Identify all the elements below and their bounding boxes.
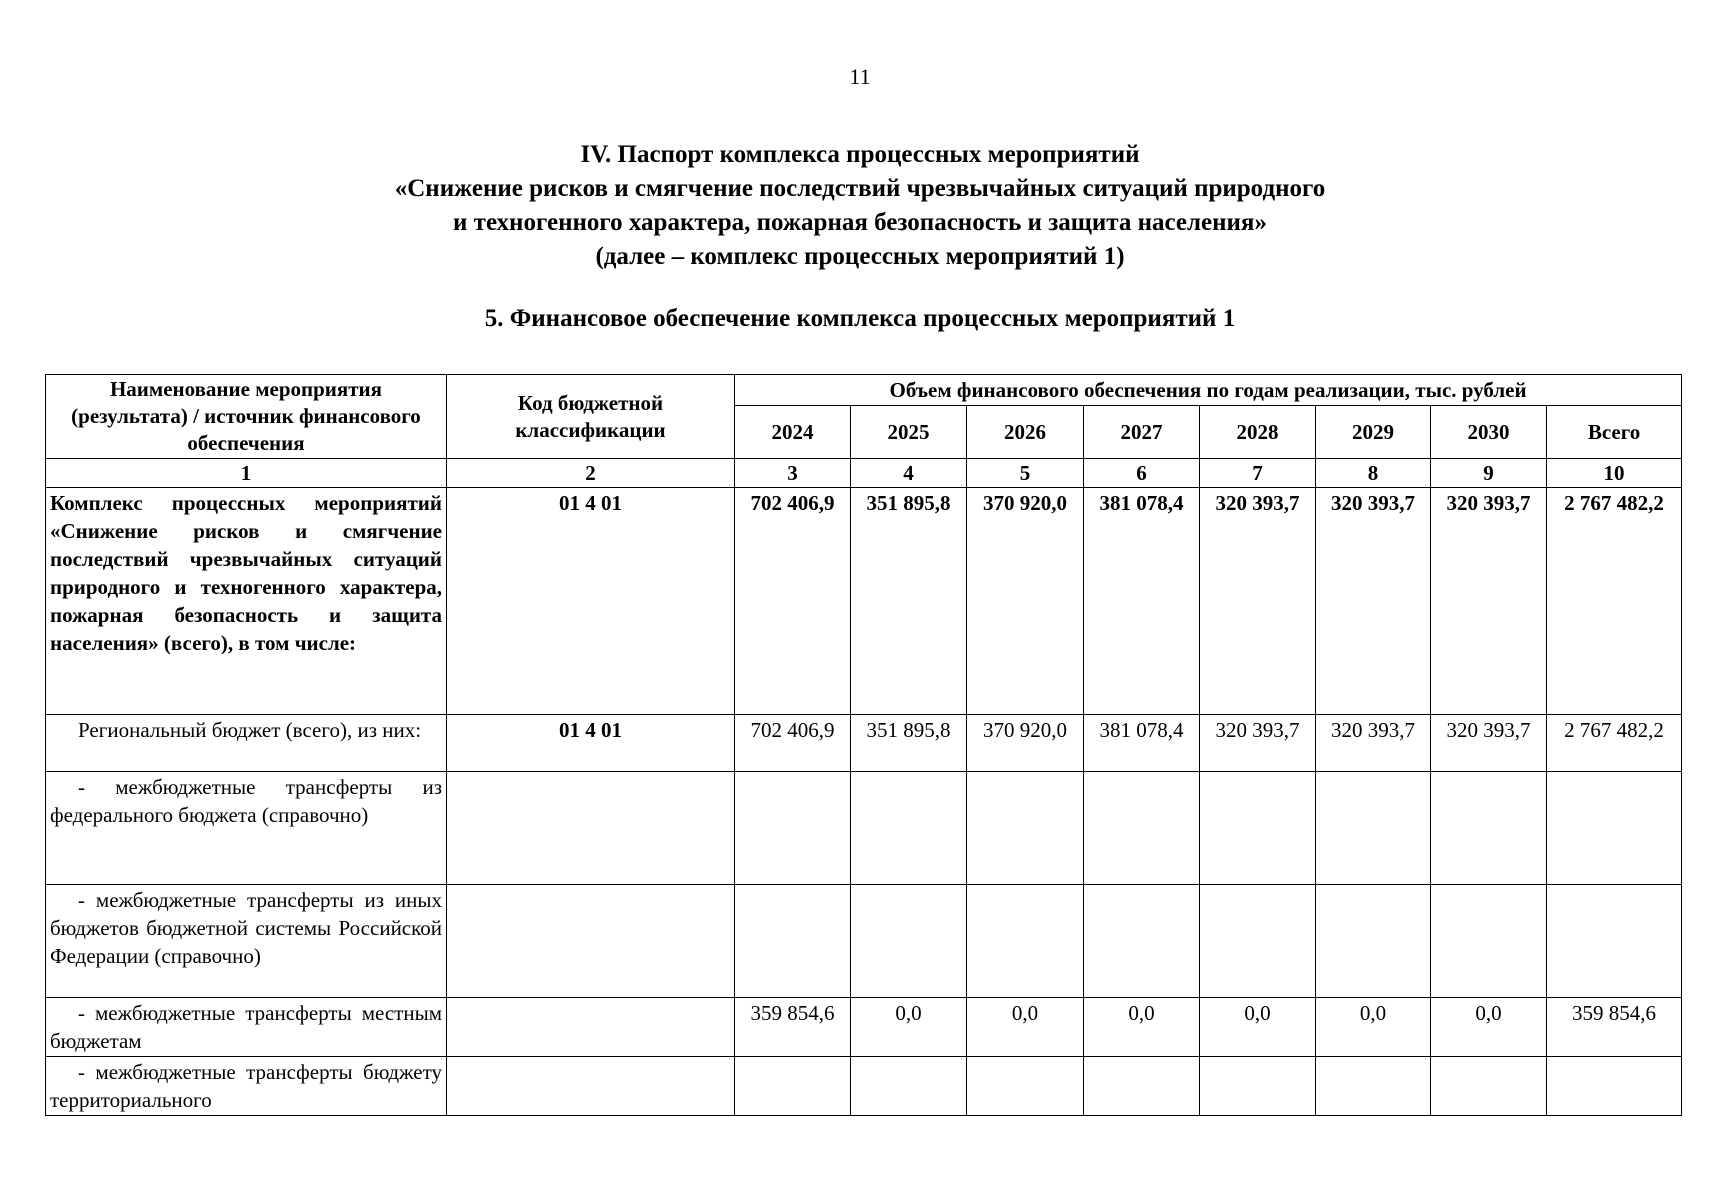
value-cell: 0,0 (1316, 998, 1431, 1057)
financing-table (45, 374, 1682, 1116)
value-cell-total: 2 767 482,2 (1547, 715, 1682, 772)
header-code: Код бюджетной классификации (447, 375, 735, 459)
value-cell (967, 885, 1084, 998)
value-cell: 351 895,8 (851, 715, 967, 772)
value-cell (1431, 1057, 1547, 1116)
title-line-4: (далее – комплекс процессных мероприятий 1) (595, 243, 1125, 270)
value-cell-total: 2 767 482,2 (1547, 488, 1682, 715)
title-line-3: и техногенного характера, пожарная безопасность и защита населения» (453, 209, 1267, 236)
value-cell (851, 772, 967, 885)
table-row (46, 1057, 1682, 1116)
row-name: - межбюджетные трансферты бюджету территориального (46, 1057, 447, 1116)
header-year: 2025 (851, 406, 967, 459)
column-number: 7 (1200, 459, 1316, 488)
value-cell (1431, 772, 1547, 885)
value-cell (967, 1057, 1084, 1116)
row-code (447, 772, 735, 885)
value-cell: 0,0 (1084, 998, 1200, 1057)
table-row (46, 715, 1682, 772)
row-code: 01 4 01 (447, 715, 735, 772)
table-row (46, 772, 1682, 885)
value-cell (1200, 1057, 1316, 1116)
value-cell: 320 393,7 (1431, 715, 1547, 772)
header-year: 2030 (1431, 406, 1547, 459)
column-number: 8 (1316, 459, 1431, 488)
value-cell: 702 406,9 (735, 488, 851, 715)
value-cell: 320 393,7 (1431, 488, 1547, 715)
value-cell (1084, 772, 1200, 885)
value-cell: 381 078,4 (1084, 715, 1200, 772)
value-cell (851, 1057, 967, 1116)
row-code: 01 4 01 (447, 488, 735, 715)
value-cell-total (1547, 772, 1682, 885)
value-cell (1200, 772, 1316, 885)
value-cell (967, 772, 1084, 885)
column-number: 2 (447, 459, 735, 488)
value-cell (1316, 885, 1431, 998)
value-cell: 320 393,7 (1200, 488, 1316, 715)
header-year: 2027 (1084, 406, 1200, 459)
table-row (46, 885, 1682, 998)
value-cell: 359 854,6 (735, 998, 851, 1057)
value-cell (735, 772, 851, 885)
column-number: 1 (46, 459, 447, 488)
header-volume: Объем финансового обеспечения по годам реализации, тыс. рублей (735, 375, 1682, 406)
title-line-1: IV. Паспорт комплекса процессных мероприятий (580, 141, 1140, 168)
page-number: 11 (849, 64, 871, 89)
value-cell (1316, 1057, 1431, 1116)
column-number: 4 (851, 459, 967, 488)
column-number: 5 (967, 459, 1084, 488)
value-cell (735, 885, 851, 998)
header-year: 2028 (1200, 406, 1316, 459)
value-cell: 0,0 (1200, 998, 1316, 1057)
value-cell-total (1547, 1057, 1682, 1116)
column-number: 10 (1547, 459, 1682, 488)
value-cell-total: 359 854,6 (1547, 998, 1682, 1057)
value-cell (1316, 772, 1431, 885)
value-cell (851, 885, 967, 998)
column-number-row (46, 459, 1682, 488)
value-cell: 0,0 (967, 998, 1084, 1057)
header-total: Всего (1547, 406, 1682, 459)
value-cell: 320 393,7 (1316, 488, 1431, 715)
value-cell (1084, 1057, 1200, 1116)
row-code (447, 1057, 735, 1116)
value-cell: 381 078,4 (1084, 488, 1200, 715)
row-name: Региональный бюджет (всего), из них: (46, 715, 447, 772)
header-name: Наименование мероприятия (результата) / источник финансового обеспечения (46, 375, 447, 459)
value-cell: 320 393,7 (1200, 715, 1316, 772)
section-title: 5. Финансовое обеспечение комплекса процессных мероприятий 1 (484, 305, 1236, 332)
value-cell: 351 895,8 (851, 488, 967, 715)
document-title (0, 138, 1720, 274)
value-cell (1431, 885, 1547, 998)
value-cell (1084, 885, 1200, 998)
value-cell: 370 920,0 (967, 488, 1084, 715)
table-row (46, 998, 1682, 1057)
table-row (46, 488, 1682, 715)
row-name: Комплекс процессных мероприятий «Снижение рисков и смягчение последствий чрезвычайных ситуаций природного и техногенного характера, пожарная безопасность и защита населения» (всего), в том числе: (46, 488, 447, 715)
row-name: - межбюджетные трансферты из иных бюджетов бюджетной системы Российской Федерации (справочно) (46, 885, 447, 998)
value-cell (735, 1057, 851, 1116)
value-cell-total (1547, 885, 1682, 998)
row-code (447, 885, 735, 998)
header-year: 2026 (967, 406, 1084, 459)
column-number: 3 (735, 459, 851, 488)
column-number: 9 (1431, 459, 1547, 488)
value-cell: 0,0 (1431, 998, 1547, 1057)
value-cell: 320 393,7 (1316, 715, 1431, 772)
header-year: 2024 (735, 406, 851, 459)
row-name: - межбюджетные трансферты из федерального бюджета (справочно) (46, 772, 447, 885)
row-code (447, 998, 735, 1057)
value-cell (1200, 885, 1316, 998)
header-year: 2029 (1316, 406, 1431, 459)
value-cell: 0,0 (851, 998, 967, 1057)
value-cell: 702 406,9 (735, 715, 851, 772)
value-cell: 370 920,0 (967, 715, 1084, 772)
title-line-2: «Снижение рисков и смягчение последствий чрезвычайных ситуаций природного (394, 175, 1326, 202)
row-name: - межбюджетные трансферты местным бюджетам (46, 998, 447, 1057)
column-number: 6 (1084, 459, 1200, 488)
